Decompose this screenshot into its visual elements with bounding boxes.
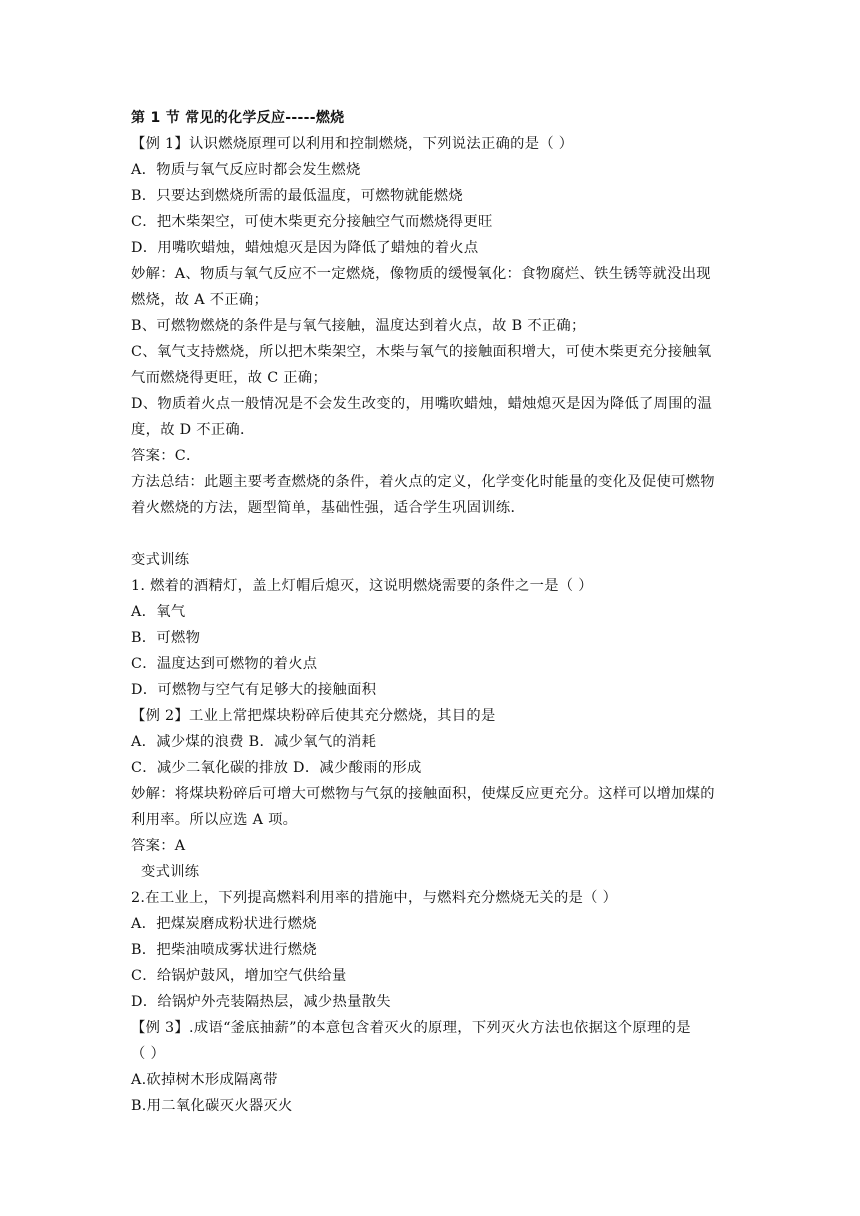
example1-explanation-line: D、物质着火点一般情况是不会发生改变的，用嘴吹蜡烛，蜡烛熄灭是因为降低了周围的温	[131, 396, 713, 412]
example1-answer: 答案：C．	[131, 448, 201, 464]
example1-option-c: C．把木柴架空，可使木柴更充分接触空气而燃烧得更旺	[131, 214, 493, 230]
example3-question-blank: （ ）	[131, 1046, 166, 1062]
example1-question: 【例 1】认识燃烧原理可以利用和控制燃烧，下列说法正确的是（ ）	[131, 136, 574, 152]
example1-explanation-line: B、可燃物燃烧的条件是与氧气接触，温度达到着火点，故 B 不正确；	[131, 318, 586, 334]
example1-option-b: B．只要达到燃烧所需的最低温度，可燃物就能燃烧	[131, 188, 463, 204]
practice2-question: 2.在工业上，下列提高燃料利用率的措施中，与燃料充分燃烧无关的是（ ）	[131, 890, 618, 906]
practice1-heading: 变式训练	[131, 552, 190, 568]
example1-summary-line: 方法总结：此题主要考查燃烧的条件，着火点的定义，化学变化时能量的变化及促使可燃物	[131, 474, 715, 490]
example2-question: 【例 2】工业上常把煤块粉碎后使其充分燃烧，其目的是	[131, 708, 496, 724]
example3-question: 【例 3】.成语“釜底抽薪”的本意包含着灭火的原理，下列灭火方法也依据这个原理的是	[131, 1020, 691, 1036]
example1-option-d: D．用嘴吹蜡烛，蜡烛熄灭是因为降低了蜡烛的着火点	[131, 240, 479, 256]
document-body	[131, 105, 737, 1119]
practice1-option-d: D．可燃物与空气有足够大的接触面积	[131, 682, 377, 698]
practice1-question: 1. 燃着的酒精灯，盖上灯帽后熄灭，这说明燃烧需要的条件之一是（ ）	[131, 578, 593, 594]
practice2-option-b: B．把柴油喷成雾状进行燃烧	[131, 942, 317, 958]
example2-explanation-line: 妙解：将煤块粉碎后可增大可燃物与气氛的接触面积，使煤反应更充分。这样可以增加煤的	[131, 786, 715, 802]
example1-explanation-line: C、氧气支持燃烧，所以把木柴架空，木柴与氧气的接触面积增大，可使木柴更充分接触氧	[131, 344, 712, 360]
practice2-option-c: C．给锅炉鼓风，增加空气供给量	[131, 968, 347, 984]
example2-explanation-line: 利用率。所以应选 A 项。	[131, 812, 298, 828]
practice1-option-a: A．氧气	[131, 604, 186, 620]
practice1-option-c: C．温度达到可燃物的着火点	[131, 656, 318, 672]
practice2-option-d: D．给锅炉外壳装隔热层，减少热量散失	[131, 994, 391, 1010]
example3-option-a: A.砍掉树木形成隔离带	[131, 1072, 278, 1088]
example3-option-b: B.用二氧化碳灭火器灭火	[131, 1098, 293, 1114]
practice2-option-a: A．把煤炭磨成粉状进行燃烧	[131, 916, 317, 932]
practice2-heading: 变式训练	[141, 864, 200, 880]
practice1-option-b: B．可燃物	[131, 630, 201, 646]
section-title: 第 1 节 常见的化学反应-----燃烧	[131, 110, 345, 126]
example1-explanation-line: 气而燃烧得更旺，故 C 正确；	[131, 370, 328, 386]
example1-summary-line: 着火燃烧的方法，题型简单，基础性强，适合学生巩固训练．	[131, 500, 526, 516]
spacer	[131, 521, 737, 547]
example2-options-line: A．减少煤的浪费 B．减少氧气的消耗	[131, 734, 377, 750]
example1-option-a: A．物质与氧气反应时都会发生燃烧	[131, 162, 361, 178]
example1-explanation-line: 燃烧，故 A 不正确；	[131, 292, 269, 308]
example1-explanation-line: 度，故 D 不正确．	[131, 422, 255, 438]
example2-answer: 答案：A	[131, 838, 186, 854]
example1-explanation-line: 妙解：A、物质与氧气反应不一定燃烧，像物质的缓慢氧化：食物腐烂、铁生锈等就没出现	[131, 266, 711, 282]
example2-options-line: C．减少二氧化碳的排放 D．减少酸雨的形成	[131, 760, 422, 776]
